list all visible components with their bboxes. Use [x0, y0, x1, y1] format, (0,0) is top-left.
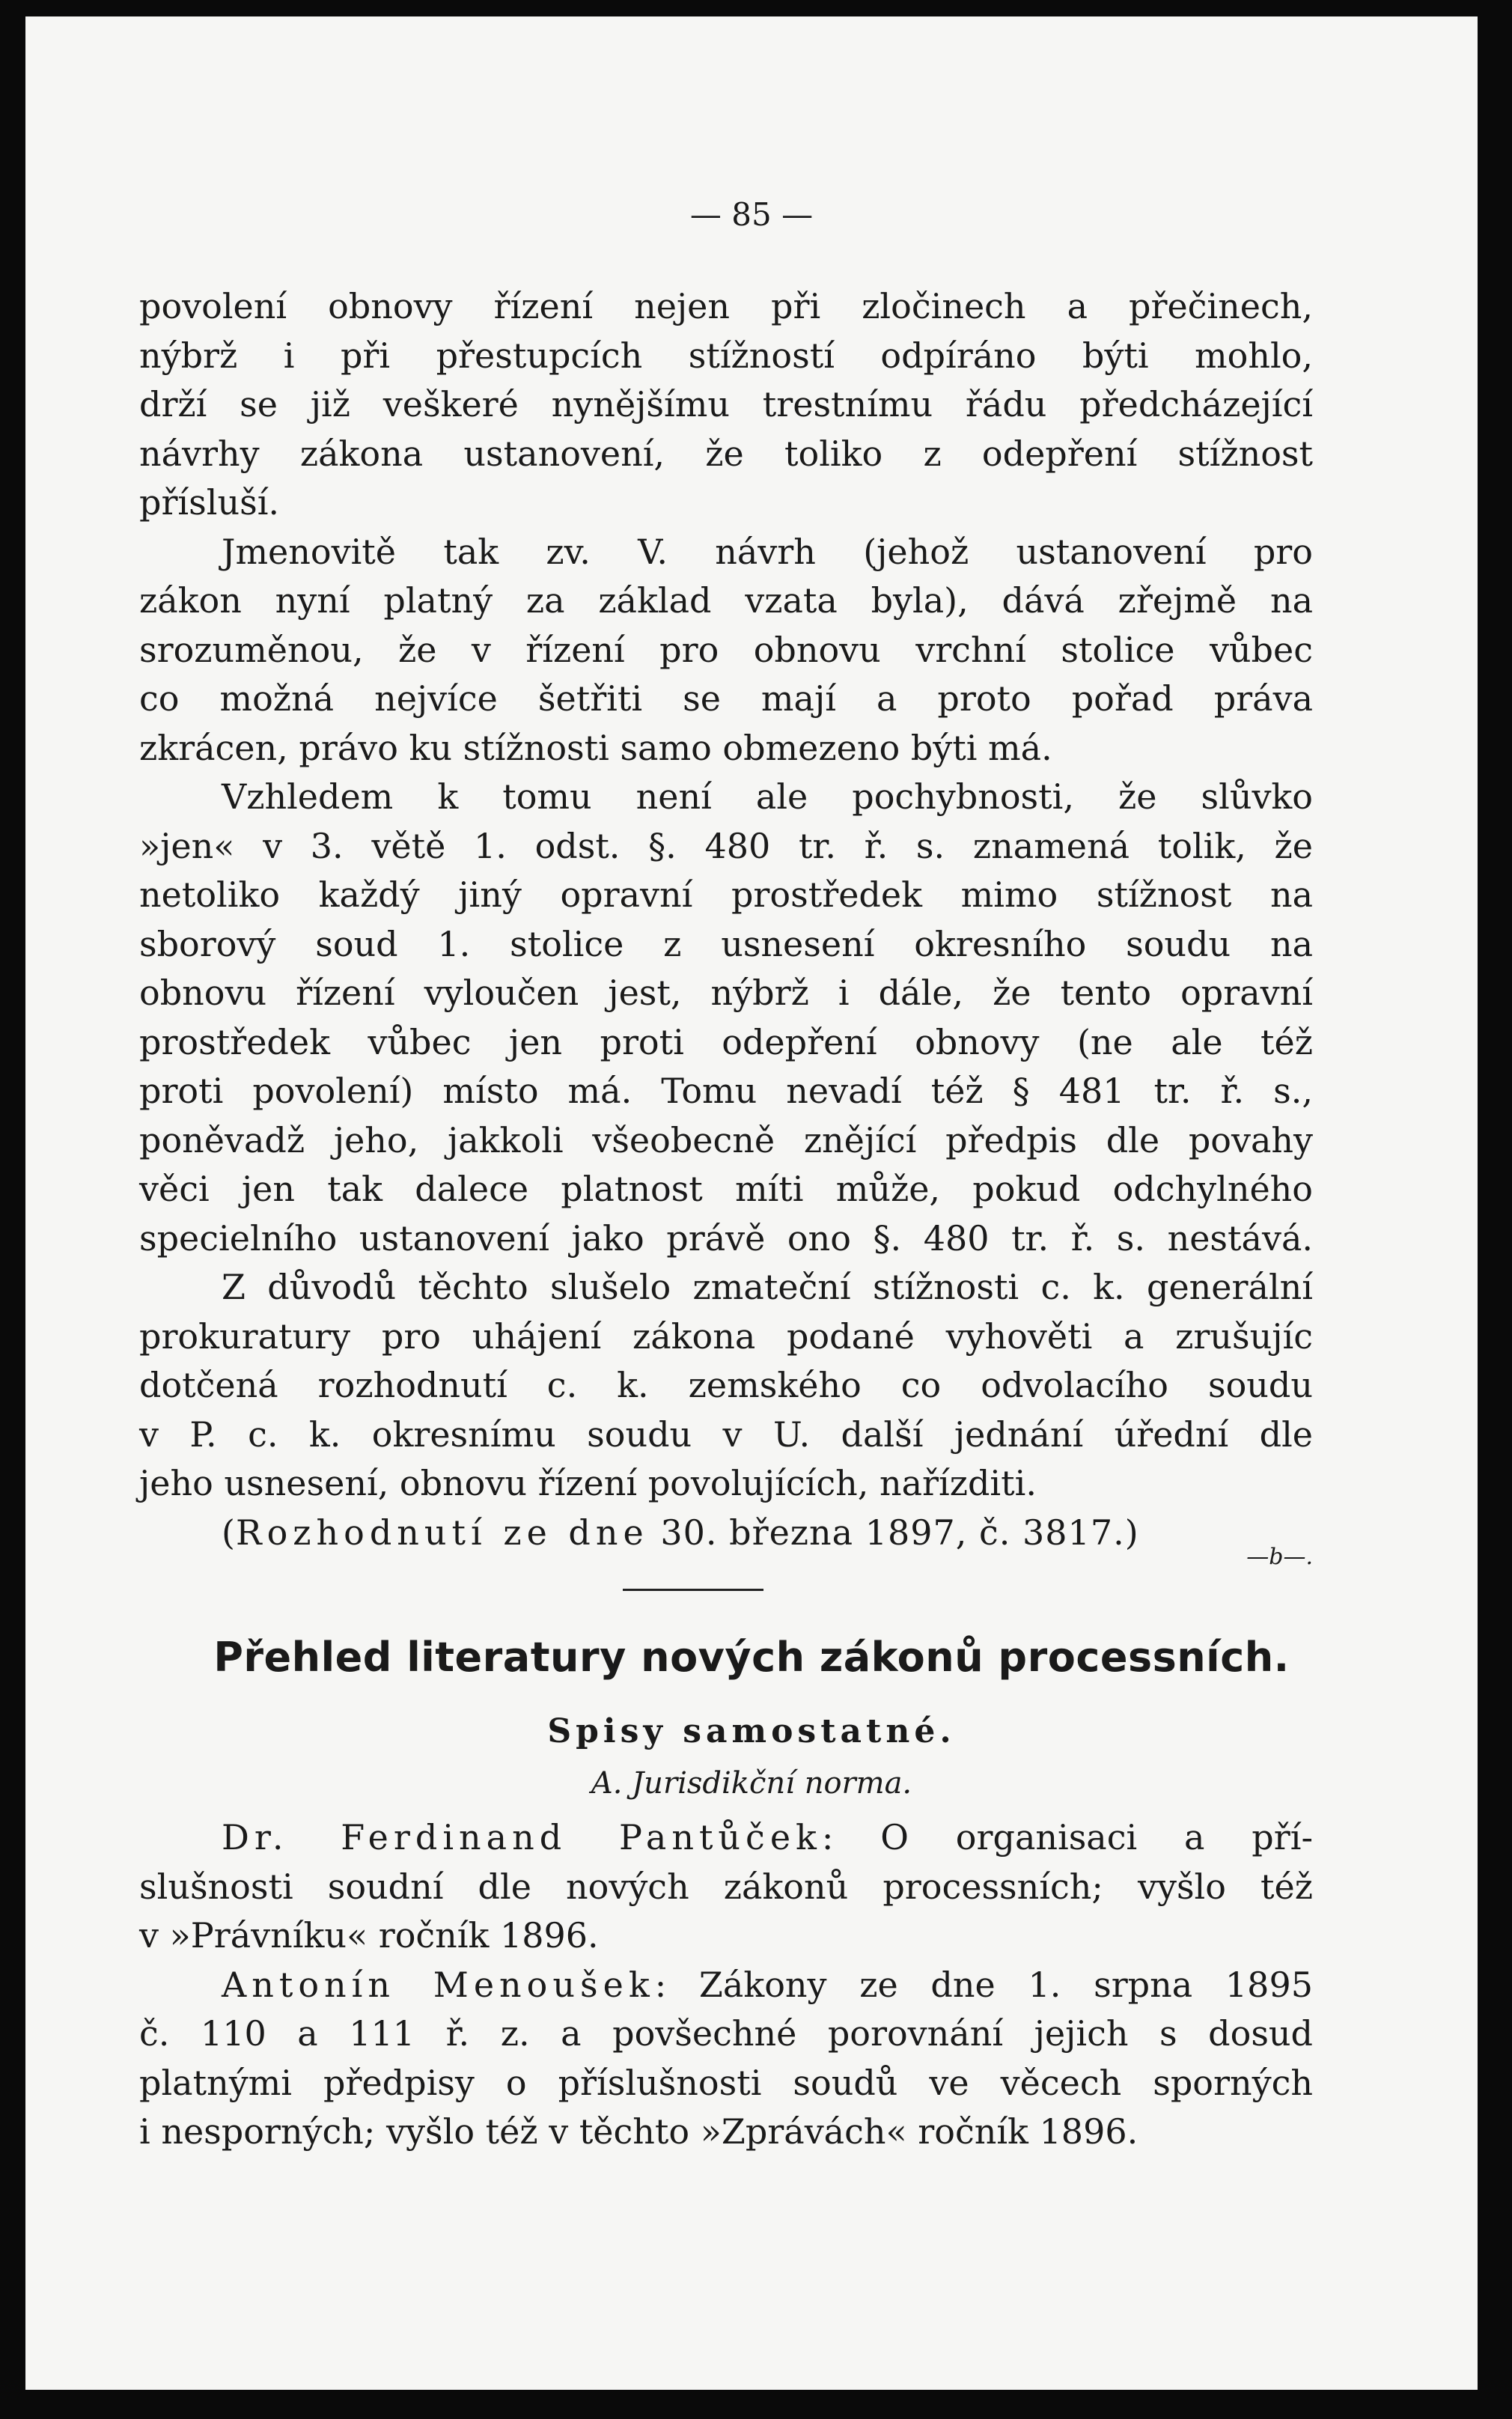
- text-line: návrhy zákona ustanovení, že toliko z odepření stížnost: [139, 433, 1313, 474]
- text-line: drží se již veškeré nynějšímu trestnímu řádu předcházející: [139, 384, 1313, 425]
- text-line: netoliko každý jiný opravní prostředek mimo stížnost na: [139, 874, 1313, 915]
- text-line: č. 110 a 111 ř. z. a povšechné porovnání jejich s dosud: [139, 2013, 1313, 2054]
- bibliography-entry: [139, 1961, 1313, 2157]
- text-line: jeho usnesení, obnovu řízení povolujících, nařízditi.: [139, 1463, 1037, 1503]
- page-number: — 85 —: [689, 196, 814, 233]
- paragraph-3: [139, 773, 1313, 1263]
- text-line: specielního ustanovení jako právě ono §. 480 tr. ř. s. nestává.: [139, 1217, 1313, 1259]
- text-line: v P. c. k. okresnímu soudu v U. další jednání úřední dle: [139, 1414, 1313, 1455]
- entry-author: Antonín Menoušek: [222, 1964, 655, 2005]
- author-initials: —b—.: [1246, 1544, 1313, 1570]
- text-line: Z důvodů těchto slušelo zmateční stížnosti c. k. generální: [222, 1267, 1313, 1307]
- section-heading: Přehled literatury nových zákonů processních.: [213, 1634, 1290, 1681]
- text-line: proti povolení) místo má. Tomu nevadí též § 481 tr. ř. s.,: [139, 1071, 1313, 1111]
- text-line: obnovu řízení vyloučen jest, nýbrž i dále, že tento opravní: [139, 973, 1313, 1013]
- text-line: přísluší.: [139, 482, 280, 523]
- text-line: povolení obnovy řízení nejen při zločinech a přečinech,: [139, 286, 1313, 326]
- text-line: sborový soud 1. stolice z usnesení okresního soudu na: [139, 923, 1313, 964]
- text-line: Jmenovitě tak zv. V. návrh (jehož ustanovení pro: [222, 531, 1313, 572]
- subheading: Spisy samostatné.: [547, 1712, 956, 1750]
- bibliography: [139, 1813, 1313, 2157]
- book-page: [25, 16, 1478, 2390]
- text-line: prokuratury pro uhájení zákona podané vyhověti a zrušujíc: [139, 1315, 1313, 1357]
- text-line: zkrácen, právo ku stížnosti samo obmezeno býti má.: [139, 727, 1052, 768]
- text-line: nýbrž i při přestupcích stížností odpíráno býti mohlo,: [139, 335, 1313, 376]
- entry-author: Dr. Ferdinand Pantůček: [222, 1817, 822, 1857]
- paragraph-2: [139, 528, 1313, 773]
- text-line: »jen« v 3. větě 1. odst. §. 480 tr. ř. s. znamená tolik, že: [139, 825, 1313, 866]
- section-label: A. Jurisdikční norma.: [591, 1766, 912, 1801]
- text-line: co možná nejvíce šetřiti se mají a proto pořad práva: [139, 678, 1313, 719]
- section-divider: [623, 1589, 763, 1591]
- text-line: věci jen tak dalece platnost míti může, pokud odchylného: [139, 1169, 1313, 1209]
- text-line: Antonín Menoušek: Zákony ze dne 1. srpna 1895: [222, 1964, 1313, 2005]
- text-line: slušnosti soudní dle nových zákonů processních; vyšlo též: [139, 1866, 1313, 1907]
- text-line: srozuměnou, že v řízení pro obnovu vrchní stolice vůbec: [139, 629, 1313, 670]
- paragraph-4: [139, 1263, 1313, 1509]
- text-line: dotčená rozhodnutí c. k. zemského co odvolacího soudu: [139, 1365, 1313, 1405]
- text-line: Vzhledem k tomu není ale pochybnosti, že slůvko: [222, 776, 1313, 817]
- text-line: poněvadž jeho, jakkoli všeobecně znějící předpis dle povahy: [139, 1119, 1313, 1160]
- text-line: i nesporných; vyšlo též v těchto »Zprávách« ročník 1896.: [139, 2111, 1138, 2152]
- bibliography-entry: [139, 1813, 1313, 1961]
- paragraph-1: [139, 282, 1313, 528]
- text-line: v »Právníku« ročník 1896.: [139, 1915, 599, 1956]
- decision-citation: (Rozhodnutí ze dne 30. března 1897, č. 3817.): [222, 1512, 1139, 1553]
- text-line: prostředek vůbec jen proti odepření obnovy (ne ale též: [139, 1021, 1313, 1062]
- body-text: [139, 282, 1313, 1557]
- text-line: Dr. Ferdinand Pantůček: O organisaci a pří-: [222, 1817, 1313, 1857]
- text-line: zákon nyní platný za základ vzata byla), dává zřejmě na: [139, 580, 1313, 621]
- text-line: platnými předpisy o příslušnosti soudů ve věcech sporných: [139, 2062, 1313, 2103]
